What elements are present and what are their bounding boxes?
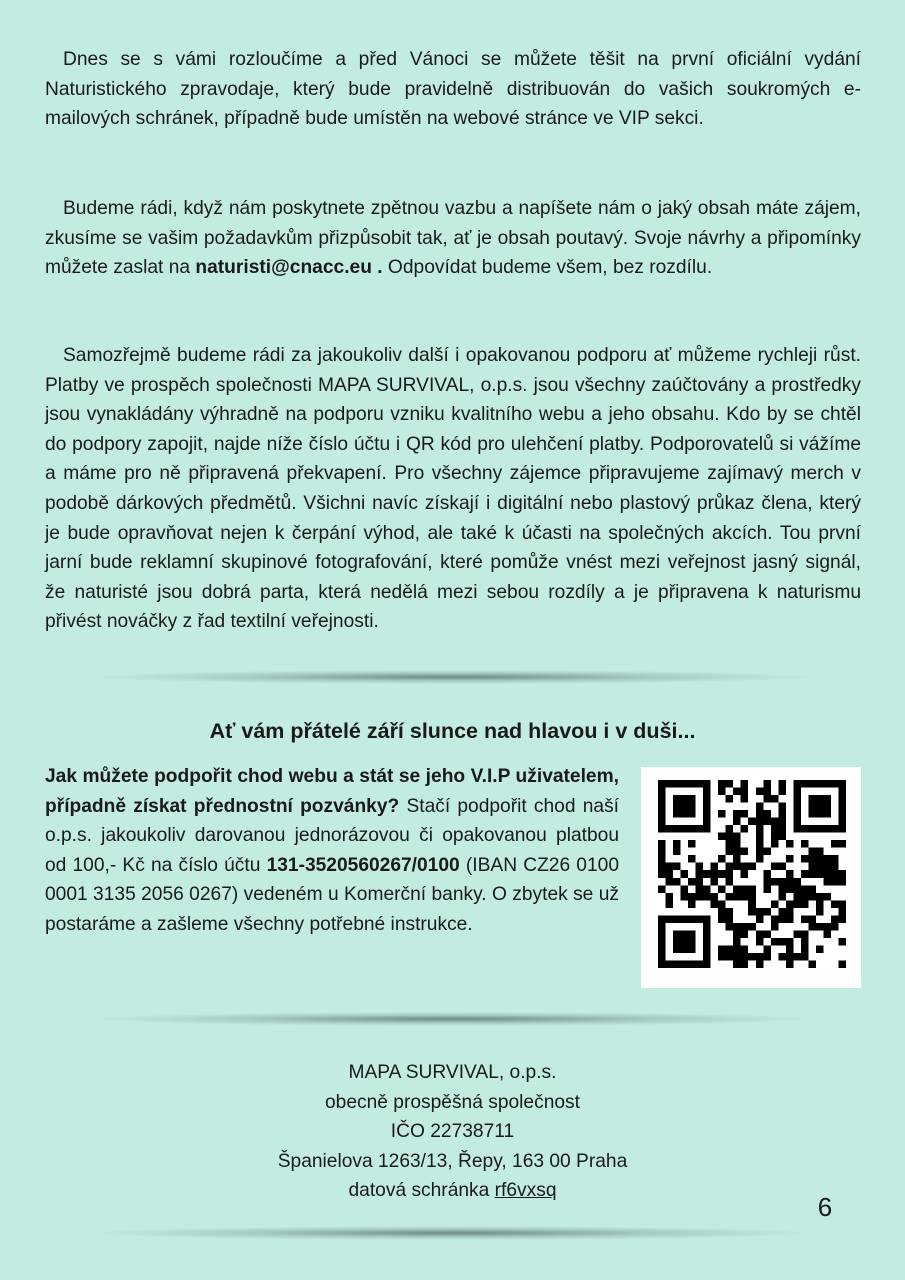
paragraph-farewell	[45, 45, 861, 134]
bank-account-number: 131-3520560267/0100	[266, 854, 460, 876]
qr-code	[641, 767, 861, 988]
support-text-end: (IBAN CZ26 0100 0001 3135 2056 0267) vedeném u Komerční banky. O zbytek se už postaráme a zašleme všechny potřebné instrukce.	[45, 854, 619, 935]
data-box-label: datová schránka	[348, 1180, 495, 1202]
paragraph-support-text: Samozřejmě budeme rádi za jakoukoliv další i opakovanou podporu ať můžeme rychleji růst. Platby ve prospěch společnosti MAPA SURVIVAL, o.p.s. jsou všechny zaúčtovány a prostředky jsou vynakládány výhradně na podporu vzniku kvalitního webu a jeho obsahu. Kdo by se chtěl do podpory zapojit, najde níže číslo účtu i QR kód pro ulehčení platby. Podporovatelů si vážíme a máme pro ně připravená překvapení. Pro všechny zájemce připravujeme zajímavý merch v podobě dárkových předmětů. Všichni navíc získají i digitální nebo plastový průkaz člena, který je bude opravňovat nejen k čerpání výhod, ale také k účasti na společných akcích. Tou první jarní bude reklamní skupinové fotografování, které pomůže vnést mezi veřejnost jasný signál, že naturisté jsou dobrá parta, která nedělá mezi sebou rozdíly a je připravena k naturismu přivést nováčky z řad textilní veřejnosti.	[45, 345, 861, 633]
company-address: Španielova 1263/13, Řepy, 163 00 Praha	[277, 1150, 628, 1172]
data-box-link[interactable]: rf6vxsq	[494, 1180, 557, 1202]
company-name: MAPA SURVIVAL, o.p.s.	[348, 1062, 557, 1083]
company-type: obecně prospěšná společnost	[325, 1091, 580, 1113]
greeting-heading: Ať vám přátelé září slunce nad hlavou i v duši...	[209, 719, 696, 743]
contact-email-link[interactable]: naturisti@cnacc.eu .	[195, 257, 383, 279]
feedback-text-end: Odpovídat budeme všem, bez rozdílu.	[382, 257, 713, 279]
company-footer	[0, 1058, 905, 1206]
support-text: Stačí podpořit chod naší o.p.s. jakoukoliv darovanou jednorázovou či opakovanou platbou od 100,- Kč na číslo účtu	[45, 795, 619, 876]
paragraph-feedback	[45, 194, 861, 283]
paragraph-farewell-text: Dnes se s vámi rozloučíme a před Vánoci se můžete těšit na první oficiální vydání Naturistického zpravodaje, který bude pravidelně distribuován do vašich soukromých e-mailových schránek, případně bude umístěn na webové stránce ve VIP sekci.	[45, 49, 861, 130]
support-info	[45, 762, 619, 940]
section-divider	[95, 1012, 810, 1026]
company-ico: IČO 22738711	[390, 1121, 515, 1143]
section-divider	[95, 670, 810, 684]
page-number: 6	[817, 1192, 833, 1222]
feedback-text: Budeme rádi, když nám poskytnete zpětnou vazbu a napíšete nám o jaký obsah máte zájem, zkusíme se vašim požadavkům přizpůsobit tak, ať je obsah poutavý. Svoje návrhy a připomínky můžete zaslat na	[45, 198, 861, 279]
support-question: Jak můžete podpořit chod webu a stát se jeho V.I.P uživatelem, případně získat přednostní pozvánky?	[45, 766, 619, 817]
paragraph-support	[45, 341, 861, 637]
qr-code-icon	[658, 779, 846, 969]
data-box	[0, 1176, 905, 1206]
section-divider	[95, 1226, 810, 1240]
